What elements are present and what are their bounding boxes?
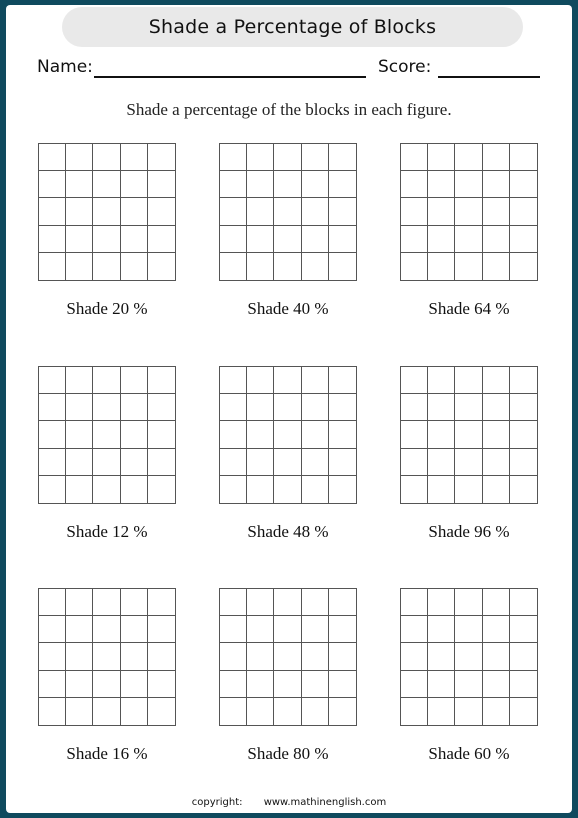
copyright-label: copyright: (191, 797, 243, 808)
grid-block[interactable] (428, 421, 455, 448)
grid-block[interactable] (455, 144, 482, 171)
grid-block[interactable] (455, 643, 482, 670)
grid-block[interactable] (121, 226, 148, 253)
grid-block[interactable] (220, 198, 247, 225)
grid-block[interactable] (247, 421, 274, 448)
grid-block[interactable] (510, 144, 537, 171)
grid-block[interactable] (274, 367, 301, 394)
block-grid[interactable] (400, 588, 538, 726)
grid-block[interactable] (329, 226, 356, 253)
grid-block[interactable] (401, 476, 428, 503)
grid-block[interactable] (329, 253, 356, 280)
grid-block[interactable] (428, 476, 455, 503)
grid-block[interactable] (302, 476, 329, 503)
grid-block[interactable] (247, 226, 274, 253)
grid-block[interactable] (220, 367, 247, 394)
grid-block[interactable] (93, 253, 120, 280)
grid-block[interactable] (401, 253, 428, 280)
grid-block[interactable] (93, 198, 120, 225)
grid-block[interactable] (274, 171, 301, 198)
grid-block[interactable] (274, 144, 301, 171)
grid-block[interactable] (39, 449, 66, 476)
grid-block[interactable] (220, 449, 247, 476)
grid-block[interactable] (455, 253, 482, 280)
grid-block[interactable] (329, 449, 356, 476)
grid-block[interactable] (121, 421, 148, 448)
score-label: Score: (378, 57, 432, 77)
grid-block[interactable] (329, 476, 356, 503)
grid-block[interactable] (274, 671, 301, 698)
grid-block[interactable] (66, 643, 93, 670)
grid-block[interactable] (220, 144, 247, 171)
grid-block[interactable] (93, 171, 120, 198)
grid-block[interactable] (148, 476, 175, 503)
grid-block[interactable] (483, 643, 510, 670)
grid-block[interactable] (401, 171, 428, 198)
grid-block[interactable] (121, 476, 148, 503)
grid-block[interactable] (39, 394, 66, 421)
grid-block[interactable] (220, 476, 247, 503)
block-grid[interactable] (400, 366, 538, 504)
grid-block[interactable] (39, 421, 66, 448)
grid-block[interactable] (148, 589, 175, 616)
grid-block[interactable] (329, 144, 356, 171)
page-title: Shade a Percentage of Blocks (148, 16, 437, 38)
grid-block[interactable] (148, 144, 175, 171)
grid-block[interactable] (148, 671, 175, 698)
grid-block[interactable] (274, 198, 301, 225)
grid-block[interactable] (220, 171, 247, 198)
grid-block[interactable] (66, 449, 93, 476)
grid-block[interactable] (121, 616, 148, 643)
grid-block[interactable] (401, 589, 428, 616)
grid-block[interactable] (302, 198, 329, 225)
grid-block[interactable] (302, 616, 329, 643)
grid-block[interactable] (66, 616, 93, 643)
grid-block[interactable] (93, 671, 120, 698)
grid-block[interactable] (401, 616, 428, 643)
grid-block[interactable] (39, 671, 66, 698)
grid-block[interactable] (66, 421, 93, 448)
grid-block[interactable] (39, 476, 66, 503)
grid-block[interactable] (483, 394, 510, 421)
grid-block[interactable] (39, 253, 66, 280)
grid-block[interactable] (247, 698, 274, 725)
grid-block[interactable] (39, 367, 66, 394)
grid-block[interactable] (455, 198, 482, 225)
score-field-line[interactable] (438, 76, 540, 78)
grid-block[interactable] (247, 171, 274, 198)
grid-block[interactable] (510, 253, 537, 280)
grid-block[interactable] (121, 171, 148, 198)
grid-block[interactable] (302, 698, 329, 725)
grid-block[interactable] (66, 198, 93, 225)
grid-block[interactable] (93, 616, 120, 643)
grid-block[interactable] (329, 367, 356, 394)
grid-block[interactable] (428, 671, 455, 698)
grid-block[interactable] (121, 144, 148, 171)
grid-block[interactable] (39, 616, 66, 643)
grid-block[interactable] (510, 226, 537, 253)
grid-block[interactable] (93, 698, 120, 725)
grid-block[interactable] (428, 367, 455, 394)
grid-block[interactable] (39, 698, 66, 725)
grid-block[interactable] (401, 394, 428, 421)
grid-block[interactable] (148, 643, 175, 670)
grid-block[interactable] (121, 589, 148, 616)
grid-block[interactable] (401, 226, 428, 253)
grid-block[interactable] (510, 198, 537, 225)
grid-block[interactable] (274, 449, 301, 476)
grid-block[interactable] (274, 226, 301, 253)
block-grid[interactable] (38, 143, 176, 281)
grid-block[interactable] (220, 253, 247, 280)
grid-block[interactable] (220, 394, 247, 421)
grid-block[interactable] (455, 226, 482, 253)
grid-block[interactable] (483, 589, 510, 616)
grid-block[interactable] (148, 253, 175, 280)
grid-block[interactable] (483, 671, 510, 698)
figure-caption: Shade 80 % (247, 744, 329, 763)
figure-caption: Shade 60 % (428, 744, 510, 763)
figure-caption: Shade 16 % (66, 744, 148, 763)
grid-block[interactable] (302, 253, 329, 280)
grid-block[interactable] (247, 476, 274, 503)
grid-block[interactable] (93, 449, 120, 476)
name-field-line[interactable] (94, 76, 366, 78)
grid-block[interactable] (39, 171, 66, 198)
grid-block[interactable] (121, 394, 148, 421)
grid-block[interactable] (302, 367, 329, 394)
grid-block[interactable] (329, 171, 356, 198)
grid-block[interactable] (93, 589, 120, 616)
grid-block[interactable] (66, 144, 93, 171)
grid-block[interactable] (510, 171, 537, 198)
grid-block[interactable] (148, 394, 175, 421)
footer (6, 797, 572, 808)
grid-block[interactable] (455, 367, 482, 394)
grid-block[interactable] (274, 421, 301, 448)
grid-block[interactable] (220, 671, 247, 698)
block-grid[interactable] (38, 588, 176, 726)
grid-block[interactable] (66, 226, 93, 253)
grid-block[interactable] (428, 698, 455, 725)
grid-block[interactable] (401, 367, 428, 394)
grid-block[interactable] (483, 253, 510, 280)
grid-block[interactable] (483, 698, 510, 725)
figure-caption: Shade 64 % (428, 299, 510, 318)
grid-block[interactable] (510, 367, 537, 394)
grid-block[interactable] (455, 394, 482, 421)
grid-block[interactable] (483, 171, 510, 198)
grid-block[interactable] (401, 198, 428, 225)
grid-block[interactable] (329, 198, 356, 225)
grid-block[interactable] (247, 394, 274, 421)
grid-block[interactable] (302, 643, 329, 670)
figure-caption: Shade 48 % (247, 522, 329, 541)
block-grid[interactable] (219, 588, 357, 726)
grid-block[interactable] (274, 698, 301, 725)
block-grid[interactable] (219, 143, 357, 281)
name-label: Name: (37, 57, 93, 77)
grid-block[interactable] (483, 144, 510, 171)
grid-block[interactable] (274, 589, 301, 616)
grid-block[interactable] (428, 253, 455, 280)
grid-block[interactable] (455, 449, 482, 476)
grid-block[interactable] (483, 616, 510, 643)
grid-block[interactable] (148, 421, 175, 448)
grid-block[interactable] (93, 394, 120, 421)
grid-block[interactable] (329, 616, 356, 643)
grid-block[interactable] (510, 671, 537, 698)
grid-block[interactable] (148, 226, 175, 253)
grid-block[interactable] (247, 198, 274, 225)
grid-block[interactable] (302, 394, 329, 421)
grid-block[interactable] (274, 253, 301, 280)
grid-block[interactable] (148, 171, 175, 198)
figure-caption: Shade 40 % (247, 299, 329, 318)
grid-block[interactable] (329, 643, 356, 670)
grid-block[interactable] (483, 421, 510, 448)
grid-block[interactable] (66, 171, 93, 198)
title-banner (62, 7, 523, 47)
grid-block[interactable] (510, 616, 537, 643)
grid-block[interactable] (39, 589, 66, 616)
grid-block[interactable] (510, 421, 537, 448)
grid-block[interactable] (329, 698, 356, 725)
block-grid[interactable] (400, 143, 538, 281)
grid-block[interactable] (274, 643, 301, 670)
grid-block[interactable] (401, 449, 428, 476)
grid-block[interactable] (121, 449, 148, 476)
grid-block[interactable] (39, 643, 66, 670)
grid-block[interactable] (93, 643, 120, 670)
grid-block[interactable] (483, 367, 510, 394)
figure-caption: Shade 96 % (428, 522, 510, 541)
worksheet-page (6, 5, 572, 813)
grid-block[interactable] (510, 476, 537, 503)
grid-block[interactable] (274, 616, 301, 643)
grid-block[interactable] (66, 698, 93, 725)
grid-block[interactable] (455, 671, 482, 698)
grid-block[interactable] (148, 198, 175, 225)
grid-block[interactable] (247, 643, 274, 670)
grid-block[interactable] (483, 198, 510, 225)
grid-block[interactable] (428, 616, 455, 643)
grid-block[interactable] (121, 367, 148, 394)
grid-block[interactable] (329, 671, 356, 698)
grid-block[interactable] (428, 144, 455, 171)
grid-block[interactable] (247, 144, 274, 171)
grid-block[interactable] (148, 449, 175, 476)
grid-block[interactable] (302, 421, 329, 448)
grid-block[interactable] (220, 643, 247, 670)
grid-block[interactable] (428, 589, 455, 616)
grid-block[interactable] (220, 589, 247, 616)
grid-block[interactable] (510, 589, 537, 616)
grid-block[interactable] (302, 589, 329, 616)
grid-block[interactable] (220, 698, 247, 725)
grid-block[interactable] (247, 671, 274, 698)
grid-block[interactable] (428, 394, 455, 421)
grid-block[interactable] (329, 421, 356, 448)
grid-block[interactable] (121, 643, 148, 670)
grid-block[interactable] (247, 589, 274, 616)
grid-block[interactable] (93, 367, 120, 394)
grid-block[interactable] (247, 449, 274, 476)
figure-caption: Shade 12 % (66, 522, 148, 541)
grid-block[interactable] (148, 616, 175, 643)
grid-block[interactable] (148, 698, 175, 725)
grid-block[interactable] (455, 476, 482, 503)
grid-block[interactable] (39, 198, 66, 225)
grid-block[interactable] (39, 144, 66, 171)
grid-block[interactable] (274, 476, 301, 503)
instruction-text: Shade a percentage of the blocks in each figure. (126, 100, 452, 119)
grid-block[interactable] (247, 616, 274, 643)
grid-block[interactable] (302, 171, 329, 198)
grid-block[interactable] (148, 367, 175, 394)
grid-block[interactable] (39, 226, 66, 253)
grid-block[interactable] (220, 226, 247, 253)
grid-block[interactable] (401, 698, 428, 725)
grid-block[interactable] (66, 394, 93, 421)
grid-block[interactable] (121, 671, 148, 698)
grid-block[interactable] (401, 421, 428, 448)
grid-block[interactable] (66, 253, 93, 280)
grid-block[interactable] (302, 671, 329, 698)
grid-block[interactable] (428, 171, 455, 198)
grid-block[interactable] (483, 449, 510, 476)
grid-block[interactable] (121, 198, 148, 225)
grid-block[interactable] (66, 671, 93, 698)
grid-block[interactable] (455, 171, 482, 198)
grid-block[interactable] (93, 144, 120, 171)
grid-block[interactable] (247, 253, 274, 280)
grid-block[interactable] (428, 449, 455, 476)
grid-block[interactable] (329, 394, 356, 421)
grid-block[interactable] (428, 198, 455, 225)
grid-block[interactable] (428, 643, 455, 670)
grid-block[interactable] (93, 421, 120, 448)
grid-block[interactable] (483, 226, 510, 253)
grid-block[interactable] (510, 449, 537, 476)
block-grid[interactable] (219, 366, 357, 504)
grid-block[interactable] (302, 226, 329, 253)
grid-block[interactable] (428, 226, 455, 253)
grid-block[interactable] (121, 253, 148, 280)
grid-block[interactable] (329, 589, 356, 616)
grid-block[interactable] (274, 394, 301, 421)
grid-block[interactable] (401, 144, 428, 171)
grid-block[interactable] (455, 698, 482, 725)
grid-block[interactable] (220, 616, 247, 643)
grid-block[interactable] (510, 643, 537, 670)
grid-block[interactable] (483, 476, 510, 503)
grid-block[interactable] (66, 367, 93, 394)
grid-block[interactable] (93, 226, 120, 253)
grid-block[interactable] (302, 144, 329, 171)
grid-block[interactable] (510, 698, 537, 725)
grid-block[interactable] (510, 394, 537, 421)
grid-block[interactable] (121, 698, 148, 725)
grid-block[interactable] (455, 421, 482, 448)
grid-block[interactable] (401, 671, 428, 698)
block-grid[interactable] (38, 366, 176, 504)
grid-block[interactable] (401, 643, 428, 670)
figure-caption: Shade 20 % (66, 299, 148, 318)
grid-block[interactable] (455, 616, 482, 643)
grid-block[interactable] (302, 449, 329, 476)
grid-block[interactable] (93, 476, 120, 503)
grid-block[interactable] (66, 589, 93, 616)
grid-block[interactable] (220, 421, 247, 448)
footer-site-link[interactable]: www.mathinenglish.com (263, 797, 387, 808)
grid-block[interactable] (247, 367, 274, 394)
grid-block[interactable] (66, 476, 93, 503)
grid-block[interactable] (455, 589, 482, 616)
